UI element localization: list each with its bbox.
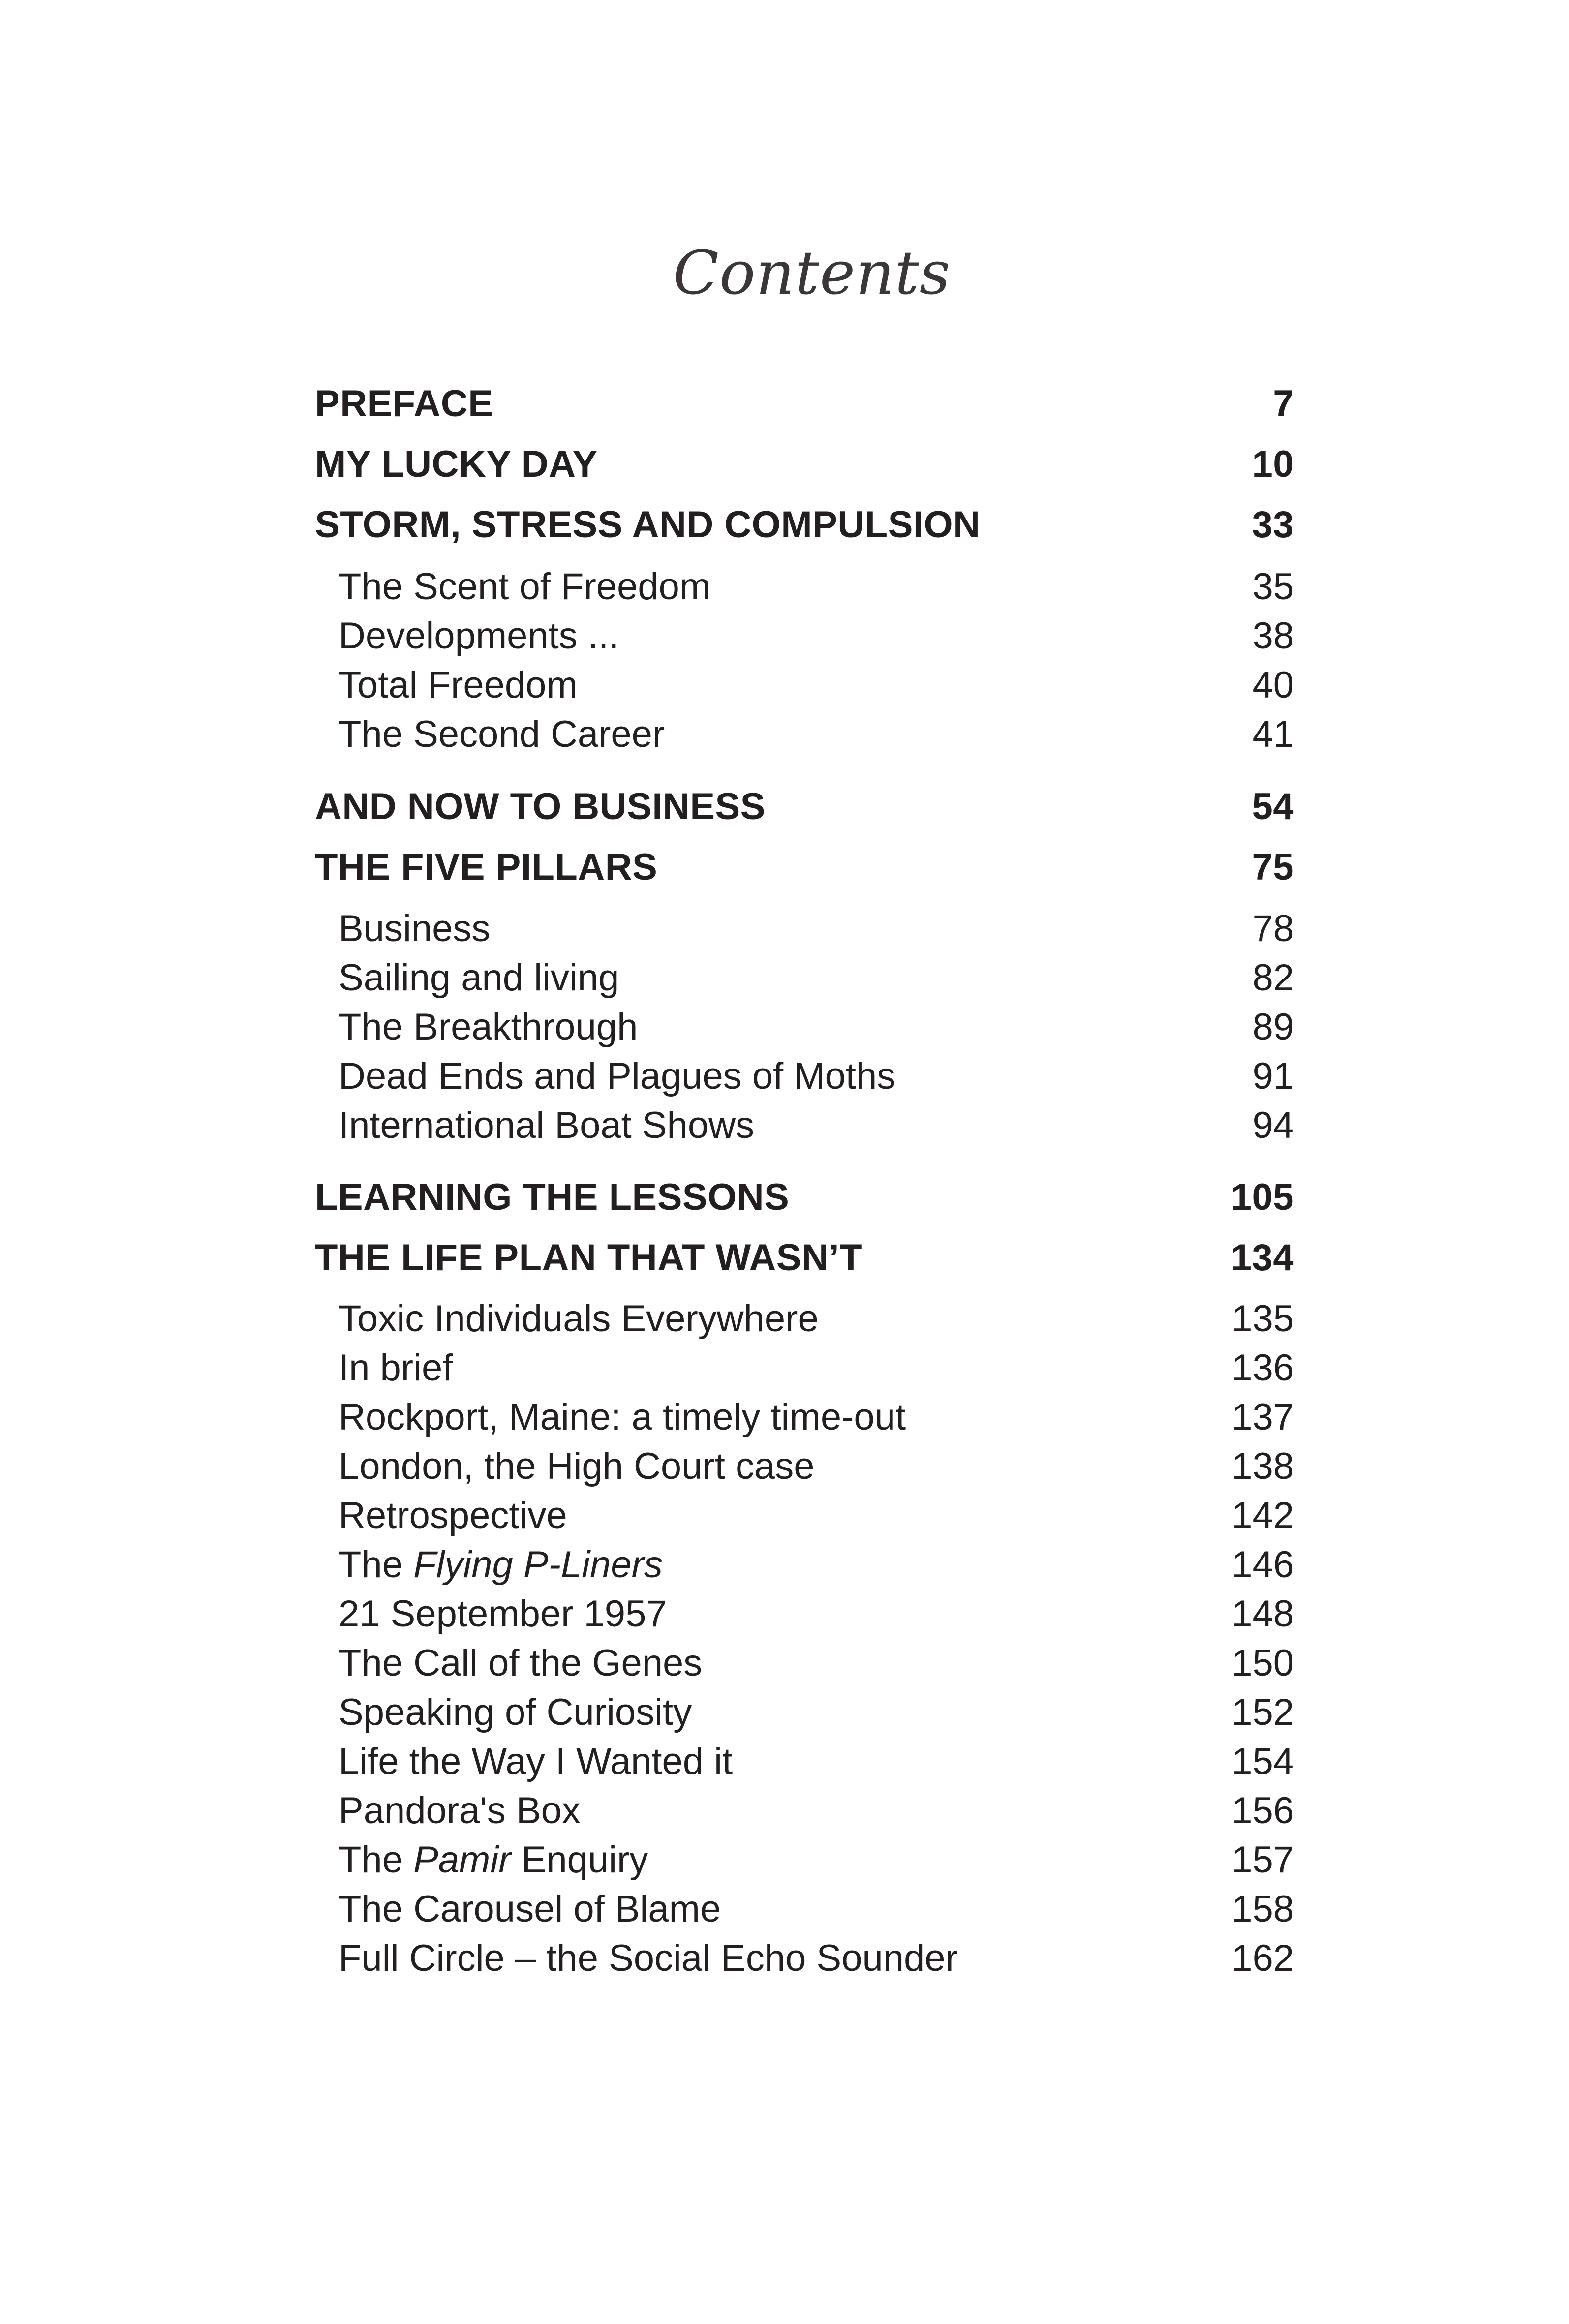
- toc-page-number: 154: [1231, 1740, 1294, 1782]
- toc-page-number: 33: [1252, 503, 1294, 546]
- title-part: The: [338, 1838, 414, 1881]
- title-part: The: [338, 1543, 414, 1586]
- toc-entry-title: THE LIFE PLAN THAT WASN’T: [315, 1236, 863, 1279]
- toc-section-entry: [315, 1049, 1294, 1103]
- toc-page-number: 10: [1252, 443, 1294, 485]
- toc-entry-title: International Boat Shows: [338, 1104, 754, 1146]
- toc-page-number: 89: [1252, 1006, 1294, 1048]
- toc-entry-title: STORM, STRESS AND COMPULSION: [315, 503, 981, 546]
- toc-entry-title: AND NOW TO BUSINESS: [315, 785, 766, 827]
- toc-section-entry: [315, 1636, 1294, 1690]
- toc-page-number: 148: [1231, 1592, 1294, 1635]
- toc-page-number: 136: [1231, 1346, 1294, 1389]
- toc-page-number: 134: [1231, 1236, 1294, 1279]
- toc-section-entry: [315, 1734, 1294, 1788]
- toc-chapter-entry: [315, 840, 1294, 894]
- toc-entry-title: Developments ...: [338, 614, 619, 657]
- toc-entry-title: MY LUCKY DAY: [315, 443, 598, 485]
- toc-section-entry: [315, 1587, 1294, 1641]
- toc-page-number: 105: [1231, 1176, 1294, 1218]
- toc-section-entry: [315, 559, 1294, 613]
- title-part: Enquiry: [511, 1838, 648, 1881]
- toc-entry-title: Life the Way I Wanted it: [338, 1740, 733, 1782]
- toc-page-number: 157: [1231, 1838, 1294, 1881]
- toc-entry-title: London, the High Court case: [338, 1445, 815, 1487]
- toc-page-number: 94: [1252, 1104, 1294, 1146]
- toc-page-number: 91: [1252, 1055, 1294, 1097]
- toc-page-number: 54: [1252, 785, 1294, 827]
- toc-page-number: 162: [1231, 1937, 1294, 1979]
- toc-entry-title: Dead Ends and Plagues of Moths: [338, 1055, 896, 1097]
- toc-entry-title: LEARNING THE LESSONS: [315, 1176, 790, 1218]
- toc-entry-title: Total Freedom: [338, 664, 578, 706]
- toc-entry-title: Full Circle – the Social Echo Sounder: [338, 1937, 958, 1979]
- toc-section-entry: [315, 1390, 1294, 1444]
- italic-title-part: Flying P-Liners: [413, 1543, 663, 1586]
- toc-section-entry: [315, 1882, 1294, 1936]
- toc-entry-title: The Scent of Freedom: [338, 565, 711, 608]
- toc-chapter-entry: [315, 376, 1294, 430]
- toc-section-entry: [315, 707, 1294, 761]
- toc-section-entry: [315, 1537, 1294, 1591]
- toc-entry-title: Pandora's Box: [338, 1789, 581, 1832]
- toc-section-entry: [315, 1783, 1294, 1837]
- toc-page-number: 35: [1252, 565, 1294, 608]
- toc-page-number: 150: [1231, 1642, 1294, 1684]
- toc-entry-title: Sailing and living: [338, 956, 619, 999]
- toc-entry-title: THE FIVE PILLARS: [315, 846, 658, 888]
- toc-page-number: 158: [1231, 1888, 1294, 1930]
- toc-page-number: 7: [1273, 382, 1294, 425]
- toc-section-entry: [315, 1098, 1294, 1152]
- page-title: Contents: [673, 238, 951, 308]
- toc-section-entry: [315, 1833, 1294, 1887]
- toc-section-entry: [315, 658, 1294, 712]
- toc-entry-title: In brief: [338, 1346, 453, 1389]
- toc-section-entry: [315, 901, 1294, 955]
- toc-section-entry: [315, 1439, 1294, 1493]
- toc-entry-title: The Second Career: [338, 713, 665, 755]
- toc-entry-title: The Carousel of Blame: [338, 1888, 721, 1930]
- toc-chapter-entry: [315, 1230, 1294, 1284]
- toc-page-number: 38: [1252, 614, 1294, 657]
- toc-section-entry: [315, 1488, 1294, 1542]
- toc-chapter-entry: [315, 497, 1294, 551]
- toc-section-entry: [315, 1685, 1294, 1739]
- toc-entry-title: Speaking of Curiosity: [338, 1691, 692, 1733]
- toc-page-number: 75: [1252, 846, 1294, 888]
- toc-page-number: 137: [1231, 1396, 1294, 1438]
- toc-entry-title: [315, 1543, 663, 1586]
- toc-entry-title: 21 September 1957: [338, 1592, 667, 1635]
- toc-chapter-entry: [315, 437, 1294, 491]
- toc-entry-title: Toxic Individuals Everywhere: [338, 1297, 819, 1340]
- toc-page-number: 40: [1252, 664, 1294, 706]
- toc-page-number: 142: [1231, 1494, 1294, 1536]
- toc-entry-title: The Call of the Genes: [338, 1642, 703, 1684]
- toc-page-number: 78: [1252, 907, 1294, 949]
- toc-chapter-entry: [315, 779, 1294, 833]
- toc-page-number: 146: [1231, 1543, 1294, 1586]
- toc-page-number: 138: [1231, 1445, 1294, 1487]
- toc-entry-title: Business: [338, 907, 491, 949]
- toc-section-entry: [315, 1931, 1294, 1985]
- toc-section-entry: [315, 609, 1294, 663]
- toc-page-number: 156: [1231, 1789, 1294, 1832]
- toc-section-entry: [315, 1341, 1294, 1395]
- toc-page-number: 82: [1252, 956, 1294, 999]
- toc-entry-title: Retrospective: [338, 1494, 567, 1536]
- toc-entry-title: [315, 1838, 648, 1881]
- toc-section-entry: [315, 1000, 1294, 1054]
- toc-chapter-entry: [315, 1170, 1294, 1224]
- toc-entry-title: PREFACE: [315, 382, 493, 425]
- toc-page-number: 135: [1231, 1297, 1294, 1340]
- toc-section-entry: [315, 1291, 1294, 1345]
- toc-entry-title: Rockport, Maine: a timely time-out: [338, 1396, 906, 1438]
- toc-section-entry: [315, 950, 1294, 1005]
- toc-entry-title: The Breakthrough: [338, 1006, 638, 1048]
- toc-page-number: 41: [1252, 713, 1294, 755]
- toc-page-number: 152: [1231, 1691, 1294, 1733]
- italic-title-part: Pamir: [413, 1838, 511, 1881]
